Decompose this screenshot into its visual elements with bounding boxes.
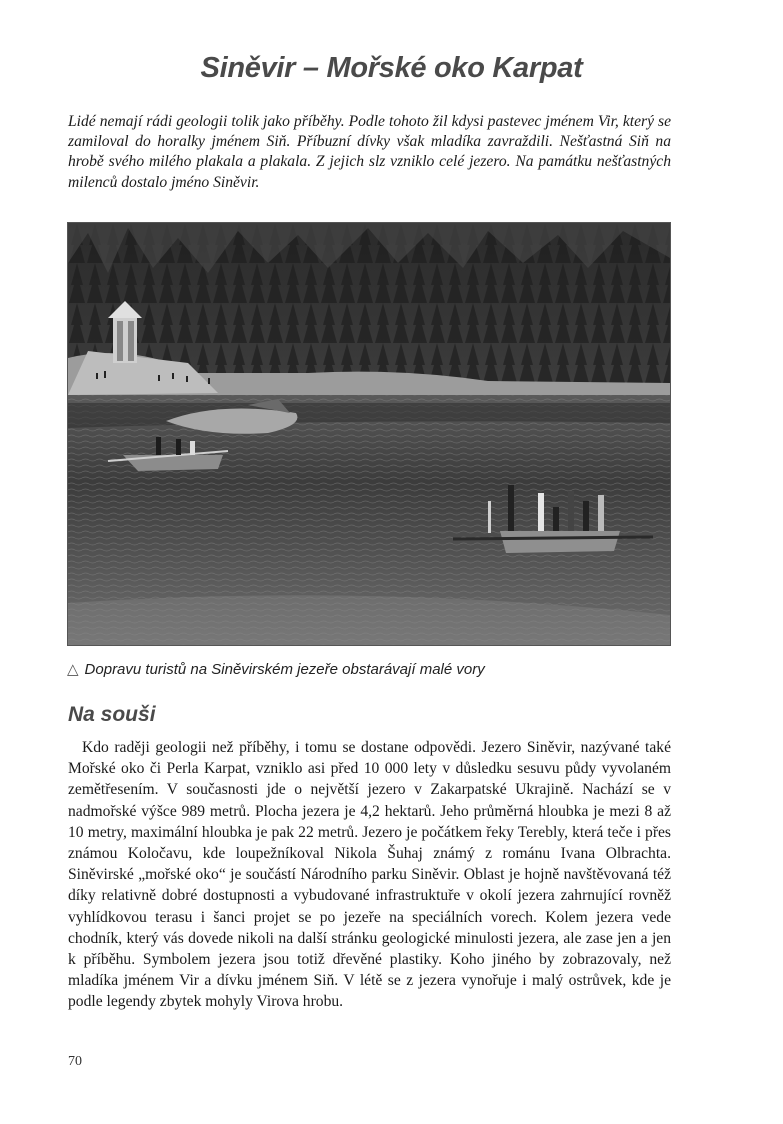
caption-text: Dopravu turistů na Siněvirském jezeře obstarávají malé vory [84, 661, 485, 678]
body-paragraph: Kdo raději geologii než příběhy, i tomu se dostane odpovědi. Jezero Siněvir, nazývané také Mořské oko či Perla Karpat, vzniklo asi před 10 000 lety v důsledku sesuvu půdy vyvolaném zemětřesením. V současnosti jde o největší jezero v Zakarpatské Ukrajině. Nachází se v nadmořské výšce 989 metrů. Plocha jezera je 4,2 hektarů. Jeho průměrná hloubka je mezi 8 až 10 metry, maximální hloubka je pak 22 metrů. Jezero je počátkem řeky Terebly, která teče i přes známou Koločavu, kde loupežníkoval Nikola Šuhaj známý z románu Ivana Olbrachta. Siněvirské „mořské oko“ je součástí Národního parku Siněvir. Oblast je hojně navštěvovaná též díky relativně dobré dostupnosti a vybudované infrastruktuře v okolí jezera zahrnující rovněž vyhlídkovou terasu i šanci projet se po jezeře na speciálních vorech. Kolem jezera vede chodník, který vás dovede nikoli na další stránku geologické minulosti jezera, ale zase jen a jen k příběhu. Symbolem jezera jsou totiž dřevěné plastiky. Koho jiného by zobrazovaly, než mladíka jménem Vir a dívku jménem Siň. V létě se z jezera vynořuje i malý ostrůvek, kde je podle legendy zbytek mohyly Virova hrobu. [68, 739, 671, 1011]
page-number: 70 [68, 1054, 82, 1069]
photo-caption [67, 660, 485, 678]
section-heading: Na souši [68, 703, 156, 726]
page-title: Siněvir – Mořské oko Karpat [200, 52, 583, 84]
photo-illustration [68, 223, 670, 645]
lake-with-rafts-photo [67, 222, 671, 646]
intro-paragraph: Lidé nemají rádi geologii tolik jako příběhy. Podle tohoto žil kdysi pastevec jménem Vir, který se zamiloval do horalky jménem Siň. Příbuzní dívky však mladíka zavraždili. Nešťastná Siň na hrobě svého milého plakala a plakala. Z jejich slz vzniklo celé jezero. Na památku nešťastných milenců dostalo jméno Siněvir. [68, 113, 671, 191]
triangle-outline-icon: △ [67, 661, 79, 678]
